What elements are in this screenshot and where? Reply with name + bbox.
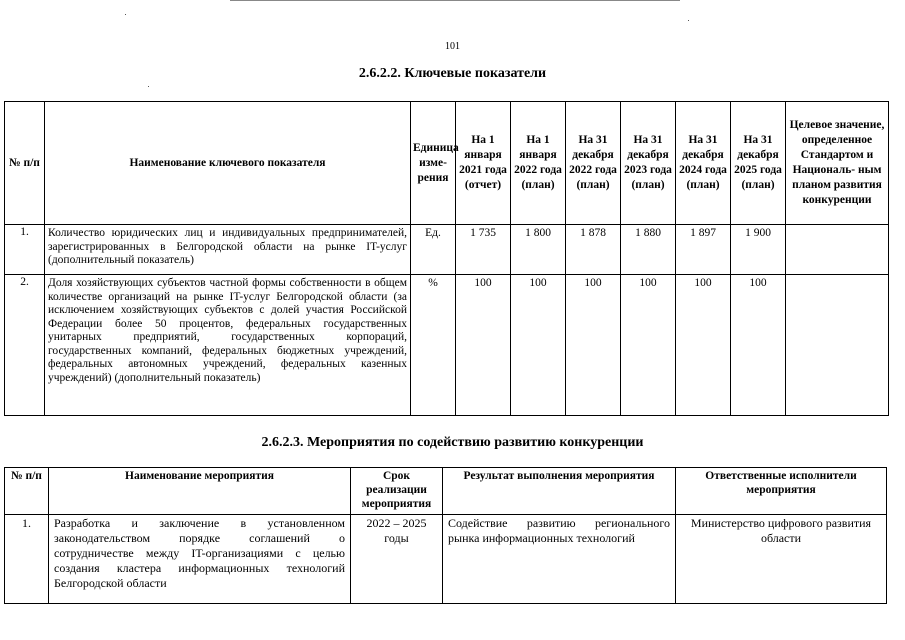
header-term: Срок реализации мероприятия [351,468,443,515]
header-target-value: Целевое значение, определенное Стандартом и Националь- ным планом развития конкуренции [786,102,889,225]
value-2022-dec: 100 [566,275,621,416]
value-2025: 1 900 [731,225,786,275]
top-edge-rule [230,0,680,1]
header-col-2024: На 31 декабря 2024 года (план) [676,102,731,225]
measure-name: Разработка и заключение в установленном законодательством порядке соглашений о сотрудничестве между IT-организациями с целью создания кластера информационных технологий Белгородской области [49,515,351,604]
target-value [786,275,889,416]
table-header-row [5,102,889,225]
table-row [5,275,889,416]
measure-responsible: Министерство цифрового развития области [676,515,887,604]
value-2022-dec: 1 878 [566,225,621,275]
indicator-name: Количество юридических лиц и индивидуальных предпринимателей, зарегистрированных в Белгородской области на рынке IT-услуг (дополнительный показатель) [45,225,411,275]
value-2024: 1 897 [676,225,731,275]
page-number: 101 [445,41,460,52]
header-col-2022-jan: На 1 января 2022 года (план) [511,102,566,225]
indicator-unit: % [411,275,456,416]
header-indicator-name: Наименование ключевого показателя [45,102,411,225]
value-2022-jan: 1 800 [511,225,566,275]
row-num: 1. [5,225,45,275]
header-measure-name: Наименование мероприятия [49,468,351,515]
header-unit: Единица изме- рения [411,102,456,225]
header-num: № п/п [5,102,45,225]
value-2023: 100 [621,275,676,416]
header-responsible: Ответственные исполнители мероприятия [676,468,887,515]
value-2025: 100 [731,275,786,416]
scan-speck [125,14,126,15]
value-2022-jan: 100 [511,275,566,416]
row-num: 2. [5,275,45,416]
measure-term: 2022 – 2025 годы [351,515,443,604]
scan-speck [148,86,149,87]
header-col-2023: На 31 декабря 2023 года (план) [621,102,676,225]
value-2021: 100 [456,275,511,416]
table-row [5,225,889,275]
row-num: 1. [5,515,49,604]
section-title-competition-measures: 2.6.2.3. Мероприятия по содействию развитию конкуренции [261,435,644,450]
target-value [786,225,889,275]
header-col-2022-dec: На 31 декабря 2022 года (план) [566,102,621,225]
measure-result: Содействие развитию регионального рынка информационных технологий [443,515,676,604]
header-col-2025: На 31 декабря 2025 года (план) [731,102,786,225]
value-2023: 1 880 [621,225,676,275]
table-row [5,515,887,604]
measures-table [4,467,887,604]
header-result: Результат выполнения мероприятия [443,468,676,515]
indicator-unit: Ед. [411,225,456,275]
value-2021: 1 735 [456,225,511,275]
indicator-name: Доля хозяйствующих субъектов частной формы собственности в общем количестве организаций на рынке IT-услуг Белгородской области (за исключением хозяйствующих субъектов с долей участия Российской Федерации более 50 процентов, федеральных государственных унитарных предприятий, государственных корпораций, государственных компаний, федеральных бюджетных учреждений, федеральных автономных учреждений, федеральных казенных учреждений) (дополнительный показатель) [45,275,411,416]
header-col-2021: На 1 января 2021 года (отчет) [456,102,511,225]
value-2024: 100 [676,275,731,416]
header-num: № п/п [5,468,49,515]
scan-speck [688,20,689,21]
table-header-row [5,468,887,515]
key-indicators-table [4,101,889,416]
section-title-key-indicators: 2.6.2.2. Ключевые показатели [358,66,547,81]
